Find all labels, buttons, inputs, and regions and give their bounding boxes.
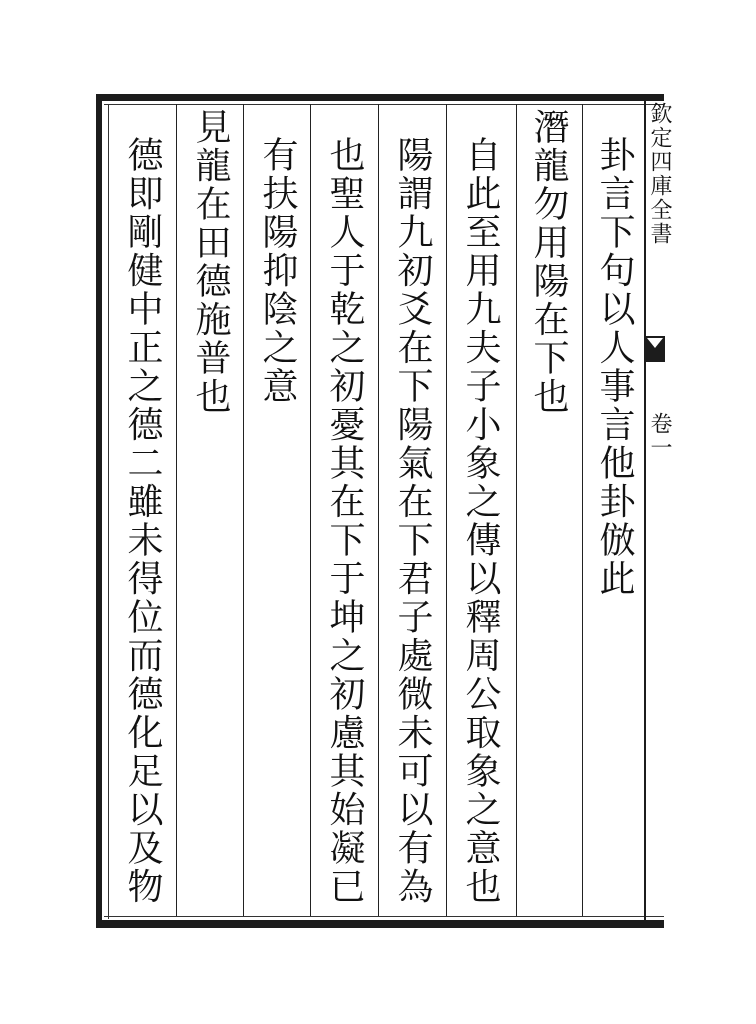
- text-column-7: 見龍在田德施普也: [190, 108, 231, 416]
- column-rule: [310, 104, 311, 916]
- margin-book-title: 欽定四庫全書: [647, 102, 672, 246]
- page-border: [96, 94, 664, 928]
- text-column-8: 德即剛健中正之德二雖未得位而德化足以及物: [122, 136, 163, 906]
- fish-tail-mark: [644, 334, 666, 364]
- column-rule: [582, 104, 583, 916]
- text-column-4: 陽謂九初爻在下陽氣在下君子處微未可以有為: [392, 136, 433, 906]
- inner-border-top: [104, 104, 664, 105]
- text-column-6: 有扶陽抑陰之意: [257, 136, 298, 406]
- text-column-3: 自此至用九夫子小象之傳以釋周公取象之意也: [460, 136, 501, 906]
- text-column-2: 潛龍勿用陽在下也: [528, 108, 569, 416]
- text-column-1: 卦言下句以人事言他卦倣此: [594, 136, 635, 598]
- inner-border-left: [108, 104, 109, 919]
- margin-juan-number: 卷一: [647, 412, 672, 460]
- column-rule: [446, 104, 447, 916]
- column-rule: [243, 104, 244, 916]
- inner-border-bottom: [104, 916, 664, 917]
- column-rule: [378, 104, 379, 916]
- column-rule: [516, 104, 517, 916]
- text-column-5: 也聖人于乾之初憂其在下于坤之初慮其始凝已: [324, 136, 365, 906]
- column-rule: [176, 104, 177, 916]
